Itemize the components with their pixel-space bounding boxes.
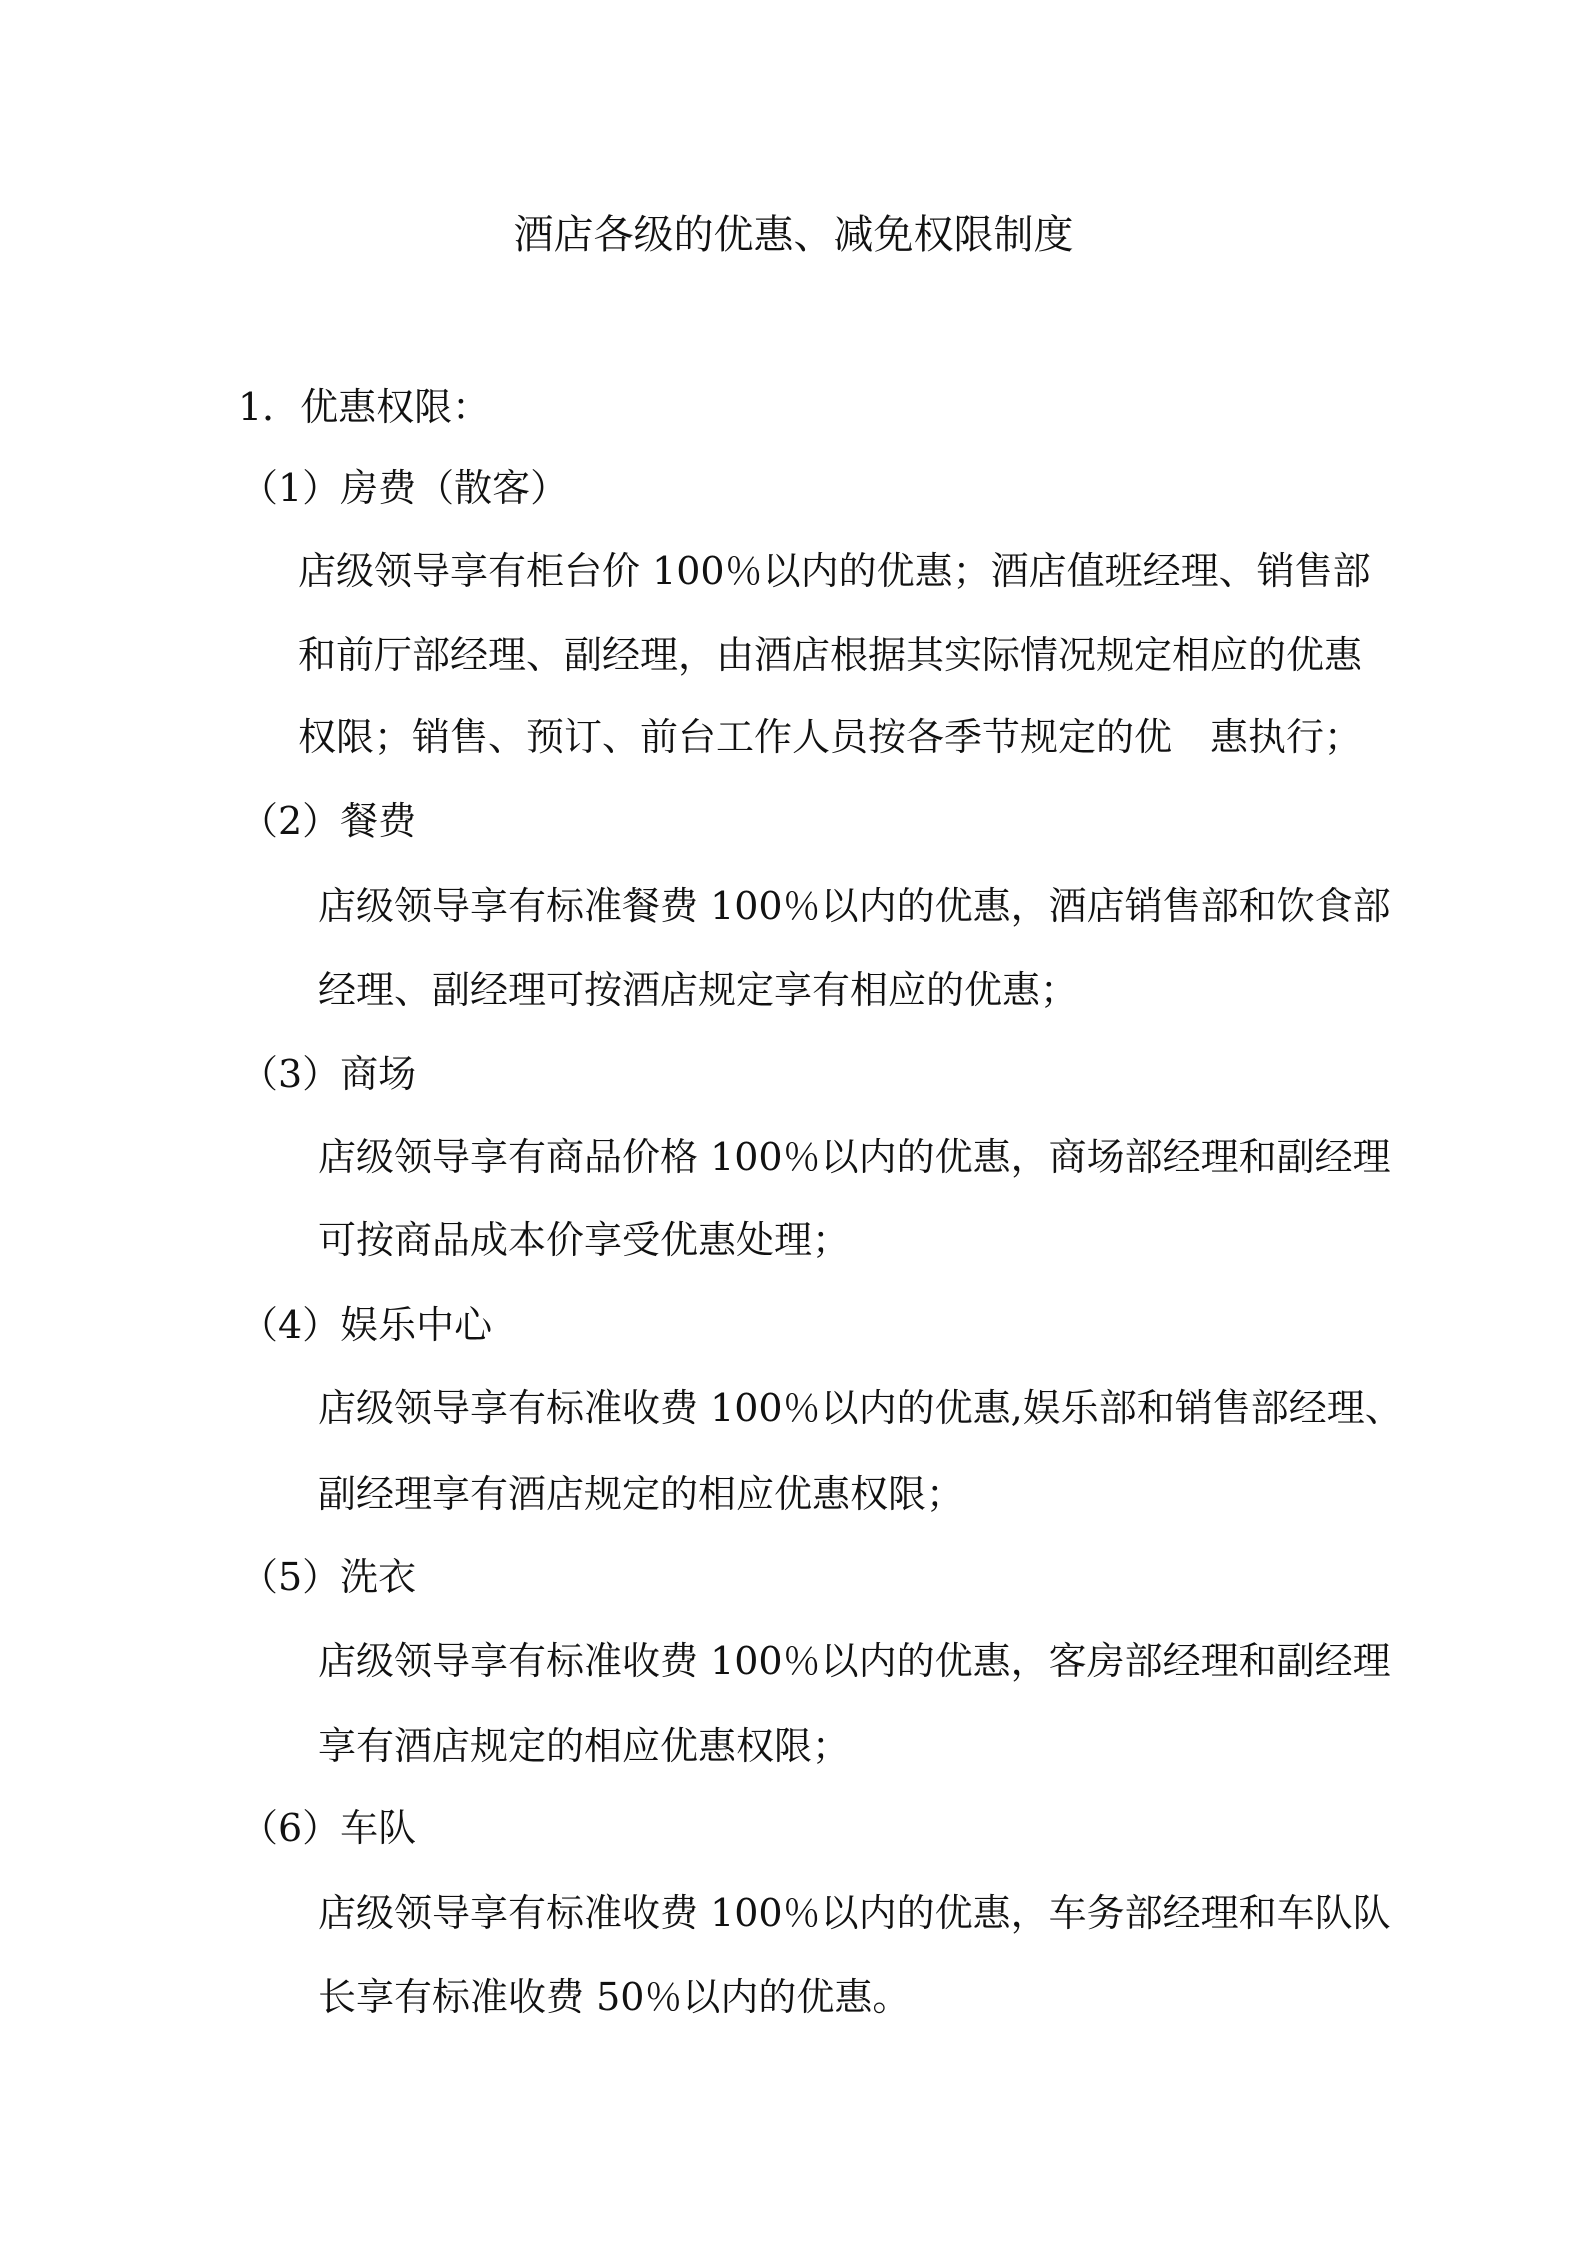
item-heading-laundry: （5）洗衣 (240, 1555, 417, 1599)
item-text-line: 权限；销售、预订、前台工作人员按各季节规定的优 惠执行； (298, 715, 1363, 759)
item-text-line: 店级领导享有标准收费 100％以内的优惠，车务部经理和车队队 (318, 1891, 1391, 1935)
item-heading-dining: （2）餐费 (240, 799, 417, 843)
item-text-line: 店级领导享有标准餐费 100％以内的优惠，酒店销售部和饮食部 (318, 884, 1391, 928)
item-heading-room-fee: （1）房费（散客） (240, 466, 569, 510)
item-text-line: 长享有标准收费 50％以内的优惠。 (318, 1975, 911, 2019)
item-heading-entertainment: （4）娱乐中心 (240, 1303, 493, 1347)
item-heading-mall: （3）商场 (240, 1052, 417, 1096)
item-text-line: 店级领导享有标准收费 100％以内的优惠，客房部经理和副经理 (318, 1639, 1391, 1683)
item-text-line: 店级领导享有柜台价 100％以内的优惠；酒店值班经理、销售部 (298, 549, 1371, 593)
item-text-line: 经理、副经理可按酒店规定享有相应的优惠； (318, 968, 1079, 1012)
document-title: 酒店各级的优惠、减免权限制度 (513, 212, 1074, 258)
item-text-line: 可按商品成本价享受优惠处理； (318, 1218, 851, 1262)
item-heading-fleet: （6）车队 (240, 1806, 417, 1850)
item-text-line: 店级领导享有标准收费 100％以内的优惠,娱乐部和销售部经理、 (318, 1386, 1403, 1430)
section-heading: 1．优惠权限： (238, 385, 491, 429)
item-text-line: 享有酒店规定的相应优惠权限； (318, 1724, 851, 1768)
item-text-line: 店级领导享有商品价格 100％以内的优惠，商场部经理和副经理 (318, 1135, 1391, 1179)
item-text-line: 副经理享有酒店规定的相应优惠权限； (318, 1472, 965, 1516)
item-text-line: 和前厅部经理、副经理，由酒店根据其实际情况规定相应的优惠 (298, 633, 1363, 677)
